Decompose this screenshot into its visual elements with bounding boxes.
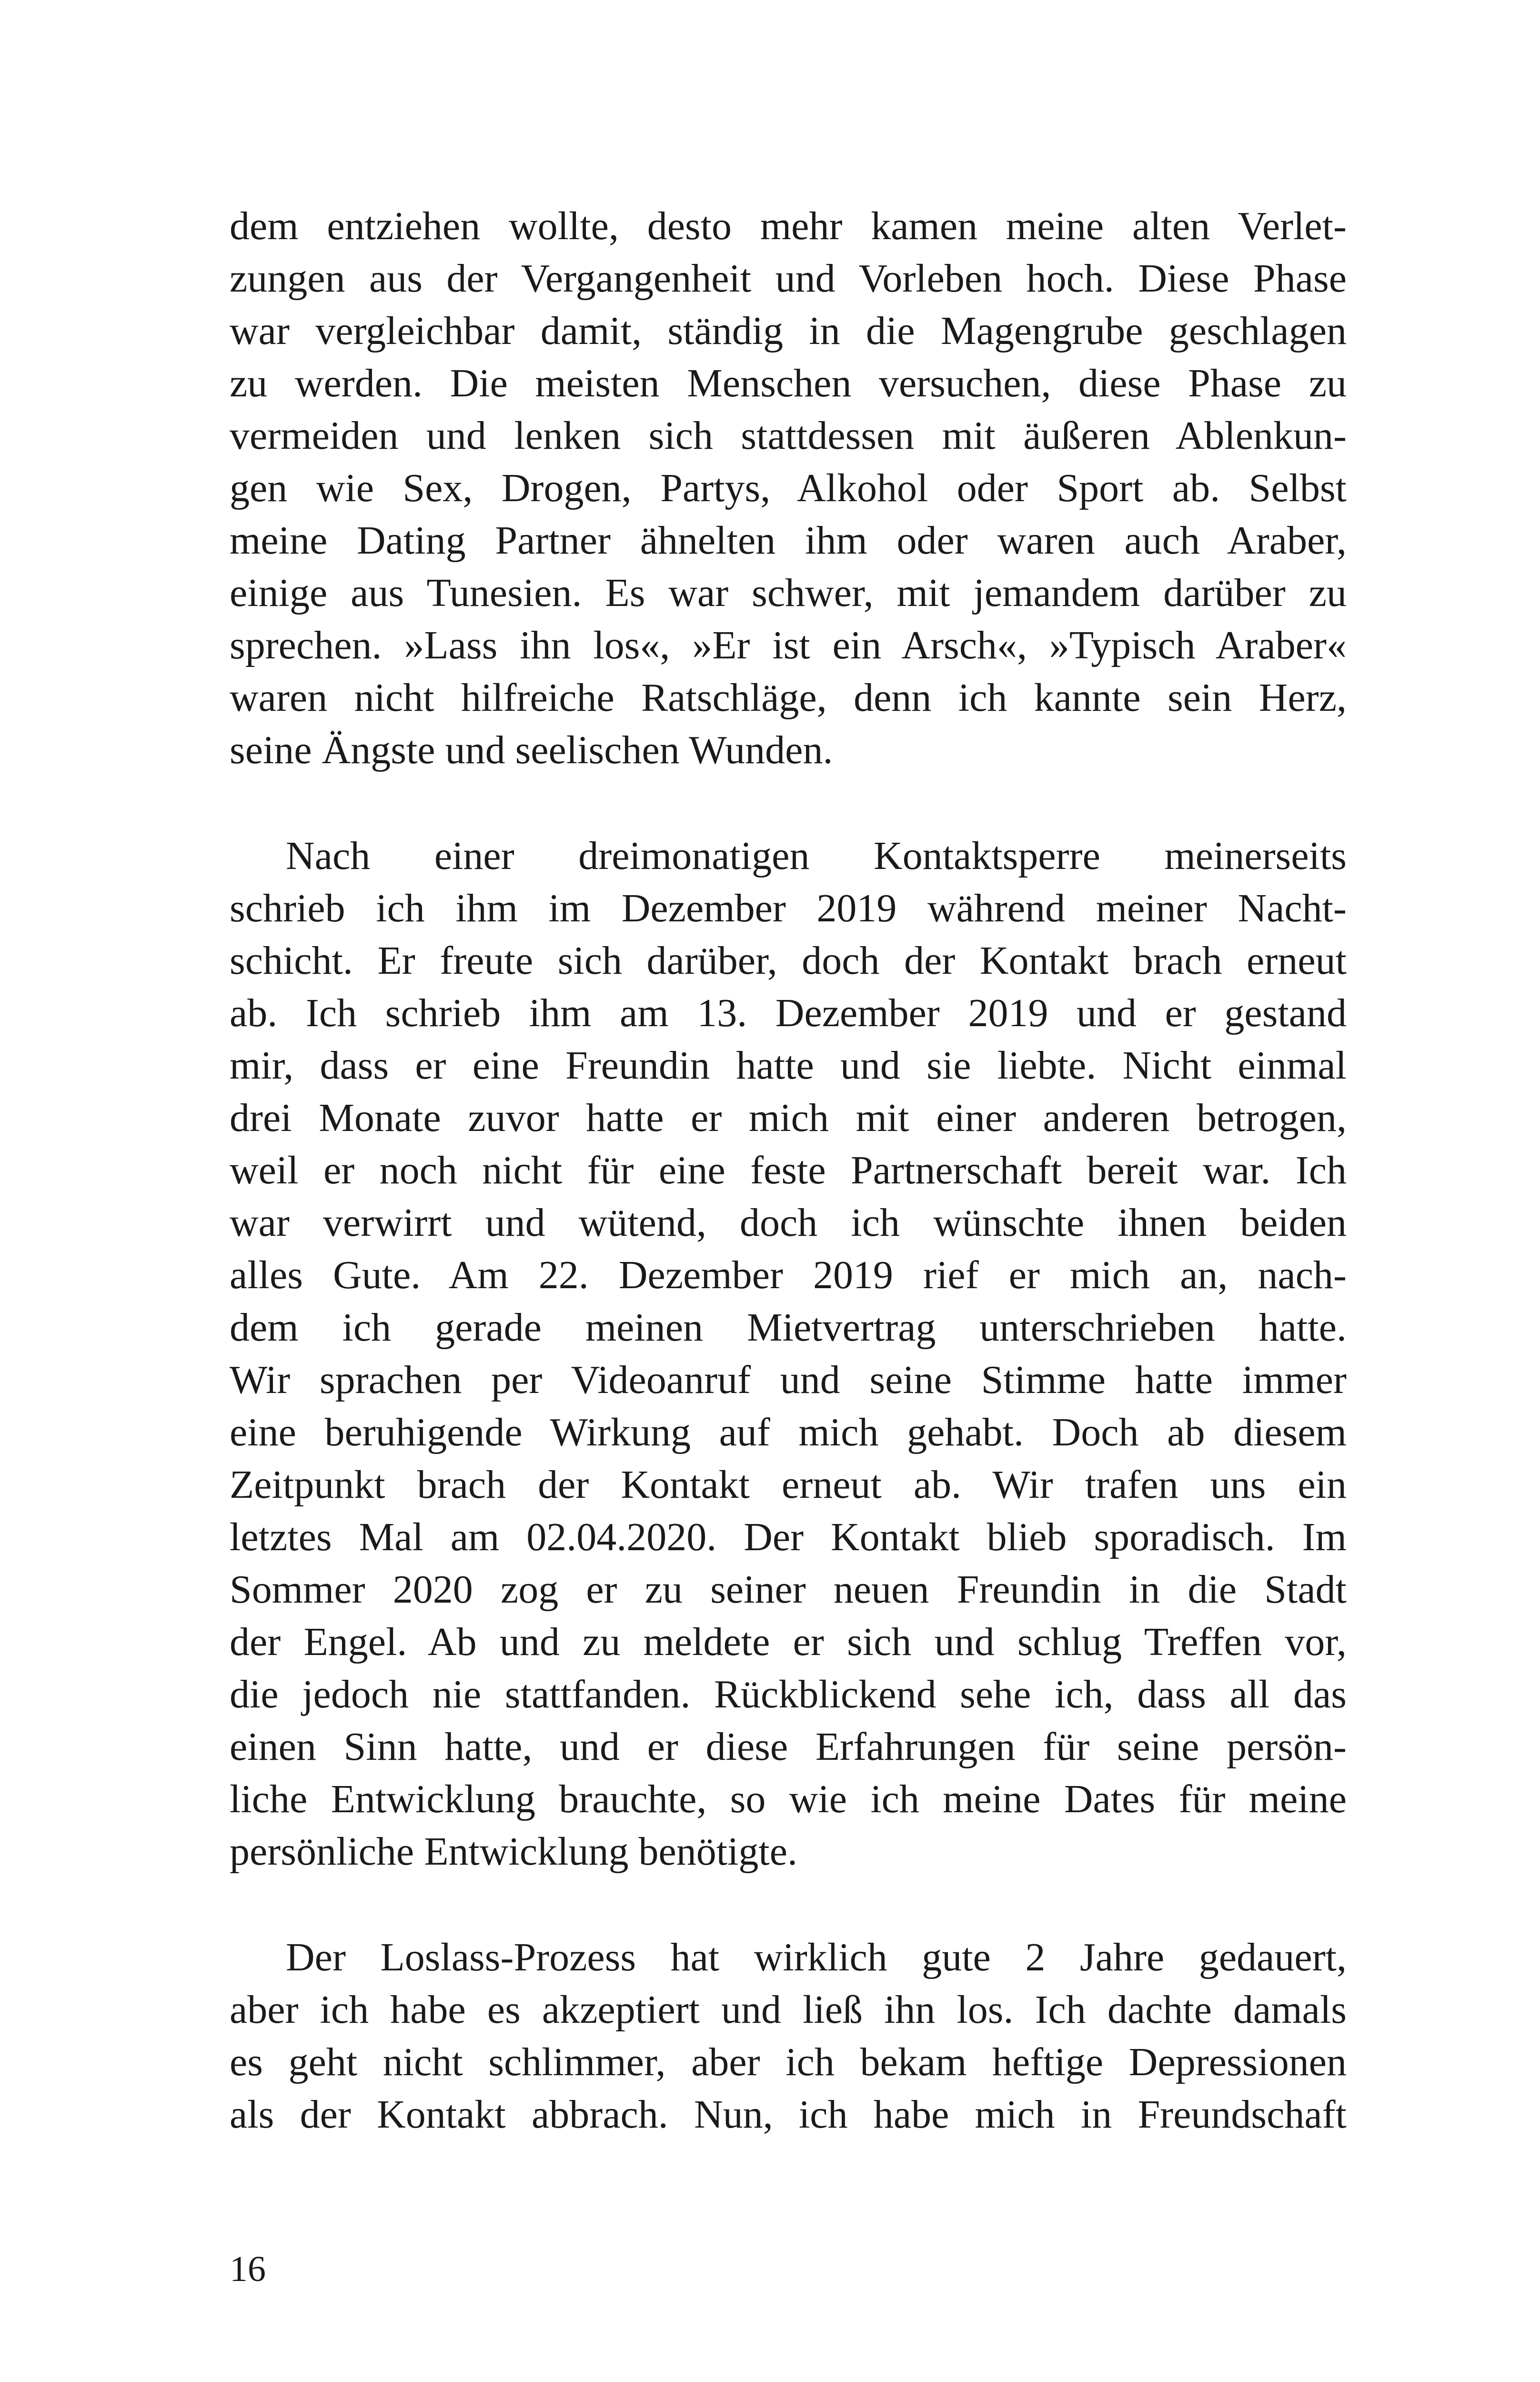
paragraph-2 bbox=[230, 830, 1347, 1878]
text-line: liche Entwicklung brauchte, so wie ich meine Dates für meine bbox=[230, 1777, 1347, 1821]
text-line: der Engel. Ab und zu meldete er sich und schlug Treffen vor, bbox=[230, 1620, 1347, 1664]
text-line: letztes Mal am 02.04.2020. Der Kontakt blieb sporadisch. Im bbox=[230, 1515, 1347, 1559]
text-line: dem ich gerade meinen Mietvertrag unterschrieben hatte. bbox=[230, 1305, 1347, 1350]
text-line: drei Monate zuvor hatte er mich mit einer anderen betrogen, bbox=[230, 1096, 1347, 1140]
text-line: als der Kontakt abbrach. Nun, ich habe mich in Freundschaft bbox=[230, 2092, 1347, 2137]
text-line: dem entziehen wollte, desto mehr kamen meine alten Verlet- bbox=[230, 204, 1347, 248]
text-line: weil er noch nicht für eine feste Partnerschaft bereit war. Ich bbox=[230, 1148, 1347, 1192]
body-text bbox=[230, 200, 1347, 2141]
paragraph-1 bbox=[230, 200, 1347, 777]
text-line: mir, dass er eine Freundin hatte und sie liebte. Nicht einmal bbox=[230, 1043, 1347, 1088]
text-line: Zeitpunkt brach der Kontakt erneut ab. Wir trafen uns ein bbox=[230, 1463, 1347, 1507]
text-line: aber ich habe es akzeptiert und ließ ihn los. Ich dachte damals bbox=[230, 1988, 1347, 2032]
text-line: sprechen. »Lass ihn los«, »Er ist ein Arsch«, »Typisch Araber« bbox=[230, 623, 1347, 667]
text-line: alles Gute. Am 22. Dezember 2019 rief er mich an, nach- bbox=[230, 1253, 1347, 1297]
text-line: zungen aus der Vergangenheit und Vorleben hoch. Diese Phase bbox=[230, 256, 1347, 301]
text-line: Nach einer dreimonatigen Kontaktsperre meinerseits bbox=[286, 834, 1347, 878]
text-line: es geht nicht schlimmer, aber ich bekam heftige Depressionen bbox=[230, 2040, 1347, 2084]
text-line: meine Dating Partner ähnelten ihm oder waren auch Araber, bbox=[230, 518, 1347, 563]
text-line: persönliche Entwicklung benötigte. bbox=[230, 1829, 798, 1874]
text-line: war verwirrt und wütend, doch ich wünschte ihnen beiden bbox=[230, 1201, 1347, 1245]
text-line: einen Sinn hatte, und er diese Erfahrungen für seine persön- bbox=[230, 1725, 1347, 1769]
text-line: ab. Ich schrieb ihm am 13. Dezember 2019 und er gestand bbox=[230, 991, 1347, 1035]
text-line: die jedoch nie stattfanden. Rückblickend sehe ich, dass all das bbox=[230, 1672, 1347, 1716]
text-line: schrieb ich ihm im Dezember 2019 während meiner Nacht- bbox=[230, 886, 1347, 930]
text-line: zu werden. Die meisten Menschen versuchen, diese Phase zu bbox=[230, 361, 1347, 405]
text-line: Sommer 2020 zog er zu seiner neuen Freundin in die Stadt bbox=[230, 1567, 1347, 1612]
text-line: Wir sprachen per Videoanruf und seine Stimme hatte immer bbox=[230, 1358, 1347, 1402]
text-line: seine Ängste und seelischen Wunden. bbox=[230, 728, 833, 772]
text-line: Der Loslass-Prozess hat wirklich gute 2 Jahre gedauert, bbox=[286, 1935, 1347, 1979]
paragraph-3 bbox=[230, 1931, 1347, 2141]
text-line: schicht. Er freute sich darüber, doch der Kontakt brach erneut bbox=[230, 939, 1347, 983]
text-line: eine beruhigende Wirkung auf mich gehabt. Doch ab diesem bbox=[230, 1410, 1347, 1454]
text-line: war vergleichbar damit, ständig in die Magengrube geschlagen bbox=[230, 309, 1347, 353]
text-line: vermeiden und lenken sich stattdessen mit äußeren Ablenkun- bbox=[230, 414, 1347, 458]
text-line: gen wie Sex, Drogen, Partys, Alkohol oder Sport ab. Selbst bbox=[230, 466, 1347, 510]
text-line: waren nicht hilfreiche Ratschläge, denn ich kannte sein Herz, bbox=[230, 676, 1347, 720]
text-line: einige aus Tunesien. Es war schwer, mit jemandem darüber zu bbox=[230, 571, 1347, 615]
page-number: 16 bbox=[230, 2249, 266, 2289]
